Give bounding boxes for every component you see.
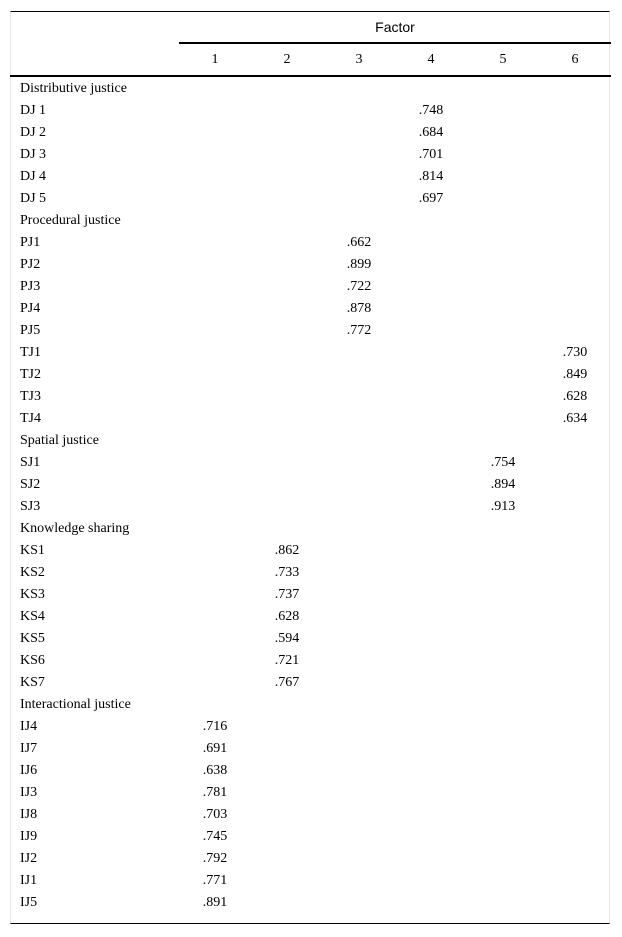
empty-cell [179, 232, 251, 254]
empty-cell [395, 804, 467, 826]
empty-cell [251, 298, 323, 320]
empty-cell [395, 562, 467, 584]
loading-value: .781 [202, 785, 228, 800]
factor-col-6: 6 [539, 43, 611, 76]
empty-cell [395, 584, 467, 606]
empty-cell [539, 826, 611, 848]
loading-value: .772 [346, 323, 372, 338]
factor-loadings-table [10, 12, 611, 914]
empty-cell [323, 100, 395, 122]
empty-cell [467, 298, 539, 320]
loading-value: .849 [562, 367, 588, 382]
empty-cell [395, 826, 467, 848]
item-label: KS4 [20, 609, 45, 624]
empty-cell [539, 122, 611, 144]
loading-value: .754 [490, 455, 516, 470]
empty-cell [467, 804, 539, 826]
empty-cell [323, 540, 395, 562]
empty-cell [539, 320, 611, 342]
empty-cell [251, 232, 323, 254]
empty-cell [539, 870, 611, 892]
table-row [10, 298, 611, 320]
empty-cell [179, 188, 251, 210]
empty-cell [467, 760, 539, 782]
empty-cell [395, 342, 467, 364]
empty-cell [467, 738, 539, 760]
table-row [10, 122, 611, 144]
empty-cell [467, 826, 539, 848]
loading-value: .913 [490, 499, 516, 514]
loading-value: .691 [202, 741, 228, 756]
empty-cell [251, 452, 323, 474]
factor-col-2: 2 [251, 43, 323, 76]
loading-value: .628 [274, 609, 300, 624]
empty-cell [251, 782, 323, 804]
empty-cell [467, 628, 539, 650]
empty-cell [251, 496, 323, 518]
empty-cell [395, 254, 467, 276]
empty-cell [539, 298, 611, 320]
empty-cell [467, 650, 539, 672]
empty-cell [179, 628, 251, 650]
empty-cell [323, 892, 395, 914]
group-row [10, 430, 611, 452]
table-row [10, 606, 611, 628]
empty-cell [323, 848, 395, 870]
table-row [10, 254, 611, 276]
item-label: IJ6 [20, 763, 38, 778]
item-label: PJ4 [20, 301, 41, 316]
empty-cell [251, 716, 323, 738]
empty-cell [395, 474, 467, 496]
group-row [10, 210, 611, 232]
empty-cell [467, 100, 539, 122]
group-label: Distributive justice [20, 81, 127, 96]
table-body [10, 76, 611, 914]
table-row [10, 100, 611, 122]
empty-cell [251, 364, 323, 386]
item-label: IJ3 [20, 785, 38, 800]
empty-cell [179, 408, 251, 430]
loading-value: .594 [274, 631, 300, 646]
empty-cell [395, 232, 467, 254]
table-row [10, 474, 611, 496]
loading-value: .891 [202, 895, 228, 910]
empty-cell [251, 804, 323, 826]
empty-cell [395, 848, 467, 870]
item-label: IJ8 [20, 807, 38, 822]
empty-cell [251, 320, 323, 342]
empty-cell [467, 892, 539, 914]
empty-cell [323, 408, 395, 430]
empty-cell [323, 628, 395, 650]
empty-cell [395, 386, 467, 408]
item-label: KS6 [20, 653, 45, 668]
empty-cell [179, 144, 251, 166]
empty-cell [323, 606, 395, 628]
empty-cell [467, 870, 539, 892]
loading-value: .748 [418, 103, 444, 118]
empty-cell [323, 782, 395, 804]
table-row [10, 826, 611, 848]
empty-cell [539, 232, 611, 254]
empty-cell [251, 870, 323, 892]
empty-cell [539, 760, 611, 782]
empty-cell [395, 870, 467, 892]
empty-cell [323, 716, 395, 738]
empty-cell [179, 342, 251, 364]
factor-col-4: 4 [395, 43, 467, 76]
empty-cell [539, 892, 611, 914]
empty-cell [467, 276, 539, 298]
factor-header-row [10, 12, 611, 43]
table-row [10, 496, 611, 518]
loading-value: .697 [418, 191, 444, 206]
empty-cell [395, 320, 467, 342]
table-row [10, 342, 611, 364]
empty-cell [395, 452, 467, 474]
item-label: PJ3 [20, 279, 41, 294]
table-row [10, 276, 611, 298]
empty-cell [179, 474, 251, 496]
loading-value: .721 [274, 653, 300, 668]
empty-cell [539, 166, 611, 188]
empty-cell [179, 320, 251, 342]
empty-cell [539, 144, 611, 166]
item-label: IJ9 [20, 829, 38, 844]
empty-cell [323, 188, 395, 210]
item-label: IJ5 [20, 895, 38, 910]
empty-cell [179, 452, 251, 474]
empty-cell [395, 650, 467, 672]
empty-cell [323, 826, 395, 848]
loading-value: .745 [202, 829, 228, 844]
loading-value: .716 [202, 719, 228, 734]
factor-col-5: 5 [467, 43, 539, 76]
empty-cell [539, 496, 611, 518]
empty-cell [467, 584, 539, 606]
empty-cell [395, 628, 467, 650]
empty-cell [395, 760, 467, 782]
loading-value: .722 [346, 279, 372, 294]
item-label: PJ1 [20, 235, 41, 250]
empty-cell [323, 804, 395, 826]
item-label: PJ5 [20, 323, 41, 338]
empty-cell [467, 386, 539, 408]
loading-value: .638 [202, 763, 228, 778]
empty-cell [323, 452, 395, 474]
empty-cell [395, 276, 467, 298]
empty-cell [323, 144, 395, 166]
empty-cell [467, 606, 539, 628]
table-row [10, 320, 611, 342]
empty-cell [251, 760, 323, 782]
empty-cell [395, 298, 467, 320]
item-label: DJ 3 [20, 147, 47, 162]
empty-cell [395, 540, 467, 562]
empty-cell [251, 826, 323, 848]
empty-cell [395, 496, 467, 518]
empty-cell [539, 606, 611, 628]
empty-cell [179, 100, 251, 122]
empty-cell [179, 606, 251, 628]
empty-cell [395, 782, 467, 804]
empty-cell [467, 188, 539, 210]
empty-cell [179, 650, 251, 672]
empty-cell [323, 122, 395, 144]
table-row [10, 144, 611, 166]
empty-cell [251, 892, 323, 914]
empty-cell [179, 364, 251, 386]
empty-cell [467, 144, 539, 166]
table-row [10, 650, 611, 672]
loading-value: .634 [562, 411, 588, 426]
empty-cell [251, 166, 323, 188]
loading-value: .771 [202, 873, 228, 888]
empty-cell [179, 122, 251, 144]
empty-cell [323, 562, 395, 584]
item-label: KS1 [20, 543, 45, 558]
empty-cell [539, 716, 611, 738]
item-label: KS5 [20, 631, 45, 646]
empty-cell [179, 166, 251, 188]
item-label: DJ 4 [20, 169, 47, 184]
empty-cell [467, 672, 539, 694]
empty-cell [251, 188, 323, 210]
loading-value: .730 [562, 345, 588, 360]
empty-cell [539, 562, 611, 584]
empty-cell [251, 254, 323, 276]
empty-cell [323, 650, 395, 672]
empty-cell [395, 738, 467, 760]
empty-cell [539, 782, 611, 804]
empty-cell [539, 452, 611, 474]
table-row [10, 628, 611, 650]
empty-cell [251, 122, 323, 144]
factor-col-3: 3 [323, 43, 395, 76]
empty-cell [251, 848, 323, 870]
table-row [10, 870, 611, 892]
item-label: DJ 5 [20, 191, 47, 206]
item-label: SJ3 [20, 499, 41, 514]
loading-value: .792 [202, 851, 228, 866]
group-row [10, 76, 611, 100]
empty-cell [251, 738, 323, 760]
empty-cell [539, 628, 611, 650]
loading-value: .737 [274, 587, 300, 602]
table-row [10, 562, 611, 584]
empty-cell [323, 166, 395, 188]
empty-cell [179, 496, 251, 518]
empty-cell [323, 386, 395, 408]
item-label: IJ2 [20, 851, 38, 866]
empty-cell [179, 584, 251, 606]
empty-cell [467, 254, 539, 276]
table-row [10, 782, 611, 804]
item-label: TJ1 [20, 345, 41, 360]
empty-cell [323, 584, 395, 606]
item-label: KS7 [20, 675, 45, 690]
item-label: KS2 [20, 565, 45, 580]
item-label: SJ2 [20, 477, 41, 492]
empty-cell [539, 584, 611, 606]
empty-cell [467, 232, 539, 254]
empty-cell [539, 848, 611, 870]
group-label: Procedural justice [20, 213, 121, 228]
empty-cell [395, 672, 467, 694]
factor-number-row [10, 43, 611, 76]
item-label: DJ 2 [20, 125, 47, 140]
table-row [10, 232, 611, 254]
empty-cell [179, 386, 251, 408]
item-label: IJ4 [20, 719, 38, 734]
empty-cell [395, 716, 467, 738]
empty-cell [251, 342, 323, 364]
loading-value: .862 [274, 543, 300, 558]
empty-cell [323, 364, 395, 386]
item-label: DJ 1 [20, 103, 47, 118]
table-row [10, 364, 611, 386]
empty-cell [539, 276, 611, 298]
empty-cell [539, 540, 611, 562]
loading-value: .684 [418, 125, 444, 140]
empty-cell [251, 386, 323, 408]
empty-cell [179, 276, 251, 298]
empty-cell [467, 166, 539, 188]
empty-cell [395, 606, 467, 628]
header-blank-2 [10, 43, 179, 76]
empty-cell [179, 562, 251, 584]
empty-cell [467, 320, 539, 342]
loading-value: .733 [274, 565, 300, 580]
table-row [10, 716, 611, 738]
empty-cell [323, 870, 395, 892]
group-row [10, 518, 611, 540]
empty-cell [323, 738, 395, 760]
empty-cell [467, 716, 539, 738]
empty-cell [323, 496, 395, 518]
empty-cell [323, 474, 395, 496]
empty-cell [539, 188, 611, 210]
empty-cell [539, 254, 611, 276]
table-row [10, 738, 611, 760]
loading-value: .703 [202, 807, 228, 822]
table-row [10, 804, 611, 826]
empty-cell [395, 364, 467, 386]
table-row [10, 760, 611, 782]
table-row [10, 584, 611, 606]
table-row [10, 452, 611, 474]
table-row [10, 540, 611, 562]
loading-value: .894 [490, 477, 516, 492]
empty-cell [539, 804, 611, 826]
table-row [10, 892, 611, 914]
empty-cell [467, 122, 539, 144]
loading-value: .628 [562, 389, 588, 404]
table-row [10, 848, 611, 870]
empty-cell [323, 342, 395, 364]
table-row [10, 188, 611, 210]
item-label: IJ1 [20, 873, 38, 888]
empty-cell [323, 672, 395, 694]
empty-cell [179, 254, 251, 276]
empty-cell [539, 650, 611, 672]
table-row [10, 386, 611, 408]
empty-cell [179, 540, 251, 562]
item-label: IJ7 [20, 741, 38, 756]
empty-cell [467, 540, 539, 562]
empty-cell [179, 672, 251, 694]
loading-value: .767 [274, 675, 300, 690]
empty-cell [467, 364, 539, 386]
empty-cell [251, 408, 323, 430]
group-label: Knowledge sharing [20, 521, 130, 536]
loading-value: .878 [346, 301, 372, 316]
empty-cell [179, 298, 251, 320]
empty-cell [251, 100, 323, 122]
empty-cell [395, 408, 467, 430]
table-row [10, 166, 611, 188]
factor-header: Factor [179, 12, 611, 43]
empty-cell [251, 276, 323, 298]
item-label: SJ1 [20, 455, 41, 470]
empty-cell [539, 100, 611, 122]
loading-value: .814 [418, 169, 444, 184]
empty-cell [467, 782, 539, 804]
table-row [10, 672, 611, 694]
empty-cell [251, 144, 323, 166]
item-label: TJ4 [20, 411, 41, 426]
empty-cell [539, 738, 611, 760]
group-label: Interactional justice [20, 697, 131, 712]
item-label: PJ2 [20, 257, 41, 272]
item-label: KS3 [20, 587, 45, 602]
empty-cell [467, 342, 539, 364]
item-label: TJ3 [20, 389, 41, 404]
empty-cell [251, 474, 323, 496]
empty-cell [467, 562, 539, 584]
empty-cell [395, 892, 467, 914]
loading-value: .701 [418, 147, 444, 162]
empty-cell [539, 474, 611, 496]
table-row [10, 408, 611, 430]
loading-value: .899 [346, 257, 372, 272]
group-label: Spatial justice [20, 433, 99, 448]
factor-col-1: 1 [179, 43, 251, 76]
item-label: TJ2 [20, 367, 41, 382]
empty-cell [467, 848, 539, 870]
empty-cell [539, 672, 611, 694]
group-row [10, 694, 611, 716]
header-blank [10, 12, 179, 43]
loading-value: .662 [346, 235, 372, 250]
empty-cell [467, 408, 539, 430]
empty-cell [323, 760, 395, 782]
